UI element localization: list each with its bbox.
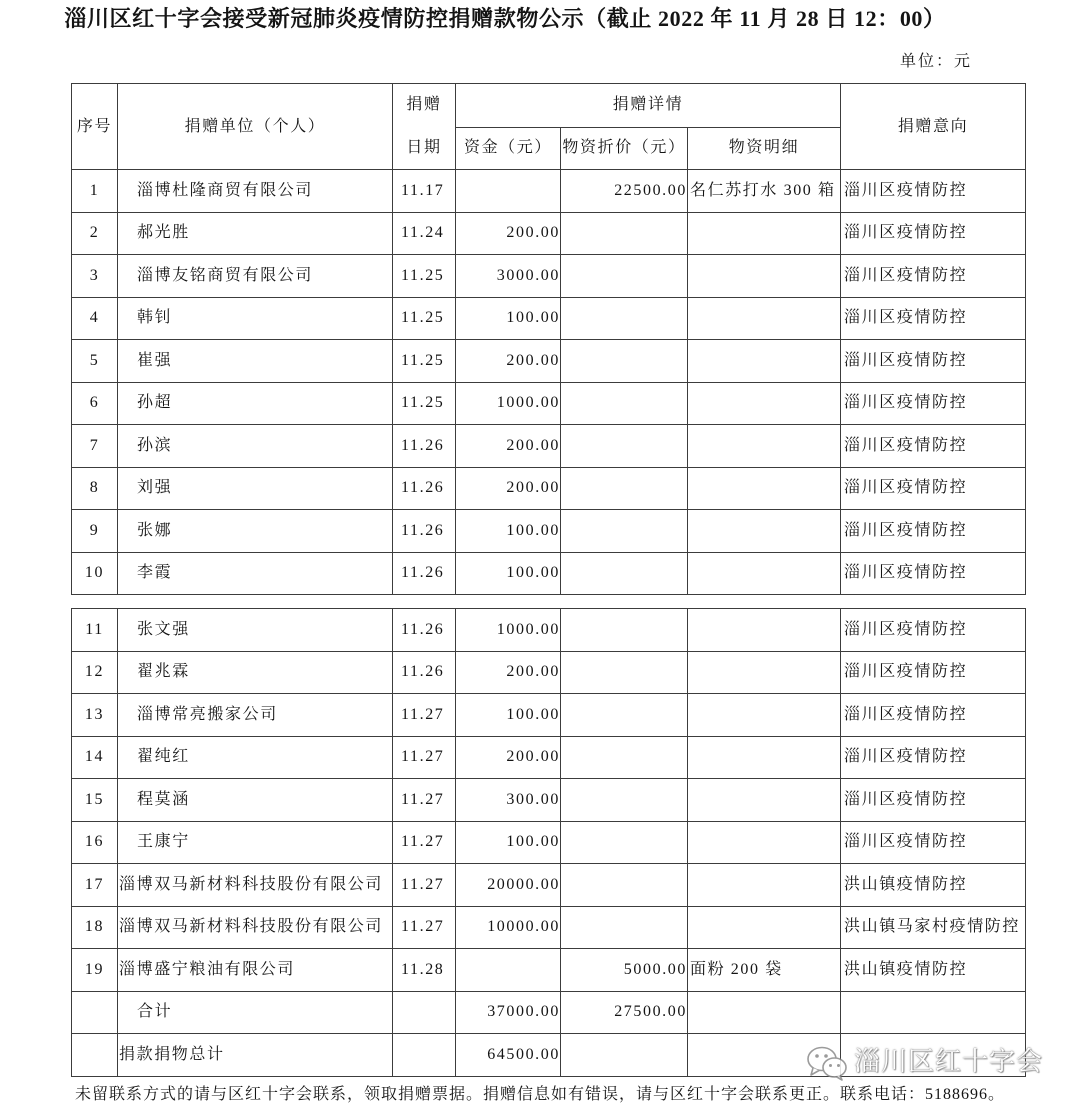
cell-donor: 李霞 (118, 552, 393, 595)
cell-goods-detail (688, 382, 841, 425)
cell-funds: 100.00 (456, 552, 561, 595)
cell-donor: 王康宁 (118, 821, 393, 864)
cell-date: 11.25 (393, 382, 456, 425)
cell-goods-value (561, 510, 688, 553)
cell-serial-no: 19 (72, 949, 118, 992)
cell-serial-no: 7 (72, 425, 118, 468)
cell-goods-detail (688, 694, 841, 737)
table-row (72, 340, 1026, 383)
header-goods-detail: 物资明细 (688, 127, 841, 170)
cell-date: 11.26 (393, 609, 456, 652)
cell-funds: 200.00 (456, 340, 561, 383)
cell-funds: 1000.00 (456, 382, 561, 425)
cell-donor: 张文强 (118, 609, 393, 652)
cell-intent: 淄川区疫情防控 (841, 170, 1026, 213)
cell-goods-value (561, 821, 688, 864)
cell-funds: 300.00 (456, 779, 561, 822)
cell-goods-value (561, 382, 688, 425)
table-row (72, 510, 1026, 553)
cell-donor: 郝光胜 (118, 212, 393, 255)
cell-funds: 200.00 (456, 736, 561, 779)
cell-intent: 淄川区疫情防控 (841, 467, 1026, 510)
table-header (72, 84, 1026, 170)
cell-goods-value (561, 212, 688, 255)
cell-date: 11.27 (393, 694, 456, 737)
watermark-text: 淄川区红十字会 (854, 1047, 1044, 1076)
cell-intent: 淄川区疫情防控 (841, 212, 1026, 255)
subtotal-row (72, 991, 1026, 1034)
cell-donor: 程莫涵 (118, 779, 393, 822)
cell-goods-value (561, 425, 688, 468)
cell-donor: 淄博杜隆商贸有限公司 (118, 170, 393, 213)
cell-goods-value: 27500.00 (561, 991, 688, 1034)
cell-goods-value (561, 694, 688, 737)
cell-donor: 孙滨 (118, 425, 393, 468)
cell-goods-value (561, 779, 688, 822)
cell-serial-no: 9 (72, 510, 118, 553)
cell-funds: 64500.00 (456, 1034, 561, 1077)
cell-serial-no: 6 (72, 382, 118, 425)
header-date-top: 捐赠 (406, 96, 442, 113)
cell-goods-detail (688, 651, 841, 694)
header-date-bottom: 日期 (406, 138, 442, 156)
cell-goods-value (561, 552, 688, 595)
cell-donor: 张娜 (118, 510, 393, 553)
cell-serial-no: 3 (72, 255, 118, 298)
cell-date: 11.24 (393, 212, 456, 255)
cell-goods-detail (688, 425, 841, 468)
cell-intent: 淄川区疫情防控 (841, 609, 1026, 652)
cell-serial-no: 8 (72, 467, 118, 510)
table-row (72, 297, 1026, 340)
cell-funds (456, 949, 561, 992)
table-row (72, 425, 1026, 468)
cell-serial-no (72, 991, 118, 1034)
cell-funds: 1000.00 (456, 609, 561, 652)
cell-date: 11.28 (393, 949, 456, 992)
table-row (72, 382, 1026, 425)
header-row-top (72, 84, 1026, 128)
cell-goods-value: 22500.00 (561, 170, 688, 213)
cell-date: 11.25 (393, 255, 456, 298)
table-row (72, 170, 1026, 213)
cell-goods-detail (688, 212, 841, 255)
cell-goods-detail (688, 340, 841, 383)
cell-intent: 淄川区疫情防控 (841, 552, 1026, 595)
cell-donor: 淄博友铭商贸有限公司 (118, 255, 393, 298)
table-row (72, 212, 1026, 255)
cell-funds: 200.00 (456, 651, 561, 694)
cell-goods-value (561, 340, 688, 383)
cell-goods-value (561, 864, 688, 907)
cell-intent: 淄川区疫情防控 (841, 425, 1026, 468)
cell-serial-no: 16 (72, 821, 118, 864)
cell-serial-no: 1 (72, 170, 118, 213)
cell-serial-no: 14 (72, 736, 118, 779)
cell-date: 11.17 (393, 170, 456, 213)
cell-intent: 淄川区疫情防控 (841, 297, 1026, 340)
cell-goods-detail: 面粉 200 袋 (688, 949, 841, 992)
cell-serial-no: 4 (72, 297, 118, 340)
cell-donor: 合计 (118, 991, 393, 1034)
cell-goods-detail (688, 609, 841, 652)
cell-goods-value (561, 609, 688, 652)
cell-intent: 淄川区疫情防控 (841, 340, 1026, 383)
cell-funds: 3000.00 (456, 255, 561, 298)
cell-goods-detail (688, 821, 841, 864)
header-funds: 资金（元） (456, 127, 561, 170)
cell-donor: 翟兆霖 (118, 651, 393, 694)
donation-table-part1 (71, 83, 1026, 595)
cell-funds: 37000.00 (456, 991, 561, 1034)
cell-date: 11.25 (393, 340, 456, 383)
cell-intent: 淄川区疫情防控 (841, 255, 1026, 298)
cell-funds: 200.00 (456, 467, 561, 510)
cell-goods-detail (688, 467, 841, 510)
cell-goods-value (561, 906, 688, 949)
header-donation-details: 捐赠详情 (456, 84, 841, 128)
cell-intent: 洪山镇马家村疫情防控 (841, 906, 1026, 949)
cell-intent: 淄川区疫情防控 (841, 779, 1026, 822)
cell-funds (456, 170, 561, 213)
cell-goods-value (561, 297, 688, 340)
cell-goods-value (561, 651, 688, 694)
cell-funds: 100.00 (456, 510, 561, 553)
cell-goods-value (561, 255, 688, 298)
footer-note: 未留联系方式的请与区红十字会联系，领取捐赠票据。捐赠信息如有错误，请与区红十字会联系更正。联系电话：5188696。 (75, 1086, 1006, 1103)
cell-date: 11.26 (393, 425, 456, 468)
cell-serial-no: 12 (72, 651, 118, 694)
cell-donor: 翟纯红 (118, 736, 393, 779)
cell-date: 11.26 (393, 467, 456, 510)
cell-serial-no: 10 (72, 552, 118, 595)
cell-date: 11.25 (393, 297, 456, 340)
cell-intent: 淄川区疫情防控 (841, 510, 1026, 553)
cell-date: 11.26 (393, 552, 456, 595)
cell-date: 11.27 (393, 906, 456, 949)
cell-goods-detail: 名仁苏打水 300 箱 (688, 170, 841, 213)
cell-date: 11.26 (393, 651, 456, 694)
table-row (72, 467, 1026, 510)
cell-serial-no: 15 (72, 779, 118, 822)
table-row (72, 694, 1026, 737)
cell-funds: 20000.00 (456, 864, 561, 907)
cell-intent: 淄川区疫情防控 (841, 736, 1026, 779)
cell-goods-detail (688, 991, 841, 1034)
cell-goods-detail (688, 510, 841, 553)
cell-intent (841, 991, 1026, 1034)
cell-intent: 洪山镇疫情防控 (841, 864, 1026, 907)
cell-donor: 韩钊 (118, 297, 393, 340)
cell-serial-no (72, 1034, 118, 1077)
cell-date (393, 991, 456, 1034)
cell-intent: 淄川区疫情防控 (841, 382, 1026, 425)
document-title: 淄川区红十字会接受新冠肺炎疫情防控捐赠款物公示（截止 2022 年 11 月 28 日 12：00） (64, 6, 946, 31)
cell-donor: 崔强 (118, 340, 393, 383)
cell-donor: 淄博双马新材料科技股份有限公司 (118, 906, 393, 949)
cell-serial-no: 18 (72, 906, 118, 949)
cell-funds: 200.00 (456, 212, 561, 255)
cell-goods-detail (688, 906, 841, 949)
cell-serial-no: 5 (72, 340, 118, 383)
cell-serial-no: 2 (72, 212, 118, 255)
cell-intent: 淄川区疫情防控 (841, 694, 1026, 737)
table-row (72, 906, 1026, 949)
cell-funds: 100.00 (456, 821, 561, 864)
table-row (72, 609, 1026, 652)
cell-donor: 刘强 (118, 467, 393, 510)
cell-date (393, 1034, 456, 1077)
cell-goods-value (561, 736, 688, 779)
header-goods-value: 物资折价（元） (561, 127, 688, 170)
watermark (806, 1042, 1056, 1082)
cell-donor: 捐款捐物总计 (118, 1034, 393, 1077)
cell-funds: 200.00 (456, 425, 561, 468)
cell-goods-detail (688, 736, 841, 779)
table-row (72, 552, 1026, 595)
cell-date: 11.27 (393, 864, 456, 907)
header-intent: 捐赠意向 (841, 84, 1026, 170)
table-row (72, 949, 1026, 992)
cell-goods-value (561, 467, 688, 510)
header-date (393, 84, 456, 170)
cell-goods-value (561, 1034, 688, 1077)
table-row (72, 821, 1026, 864)
cell-goods-detail (688, 552, 841, 595)
unit-label: 单位：元 (900, 53, 973, 70)
cell-date: 11.26 (393, 510, 456, 553)
cell-goods-value: 5000.00 (561, 949, 688, 992)
cell-funds: 10000.00 (456, 906, 561, 949)
cell-funds: 100.00 (456, 297, 561, 340)
cell-goods-detail (688, 297, 841, 340)
table-body-part2 (72, 609, 1026, 1077)
table-row (72, 779, 1026, 822)
header-donor: 捐赠单位（个人） (118, 84, 393, 170)
donation-table-part2 (71, 608, 1026, 1077)
cell-date: 11.27 (393, 779, 456, 822)
cell-intent: 洪山镇疫情防控 (841, 949, 1026, 992)
cell-donor: 淄博双马新材料科技股份有限公司 (118, 864, 393, 907)
table-body-part1 (72, 170, 1026, 595)
cell-date: 11.27 (393, 736, 456, 779)
cell-intent: 淄川区疫情防控 (841, 651, 1026, 694)
table-row (72, 255, 1026, 298)
cell-serial-no: 17 (72, 864, 118, 907)
cell-intent: 淄川区疫情防控 (841, 821, 1026, 864)
table-row (72, 651, 1026, 694)
cell-serial-no: 13 (72, 694, 118, 737)
table-row (72, 736, 1026, 779)
header-serial-no: 序号 (72, 84, 118, 170)
cell-serial-no: 11 (72, 609, 118, 652)
wechat-icon (806, 1045, 848, 1081)
cell-date: 11.27 (393, 821, 456, 864)
cell-funds: 100.00 (456, 694, 561, 737)
cell-goods-detail (688, 255, 841, 298)
cell-goods-detail (688, 864, 841, 907)
cell-donor: 淄博常亮搬家公司 (118, 694, 393, 737)
cell-goods-detail (688, 779, 841, 822)
cell-donor: 孙超 (118, 382, 393, 425)
table-row (72, 864, 1026, 907)
cell-donor: 淄博盛宁粮油有限公司 (118, 949, 393, 992)
